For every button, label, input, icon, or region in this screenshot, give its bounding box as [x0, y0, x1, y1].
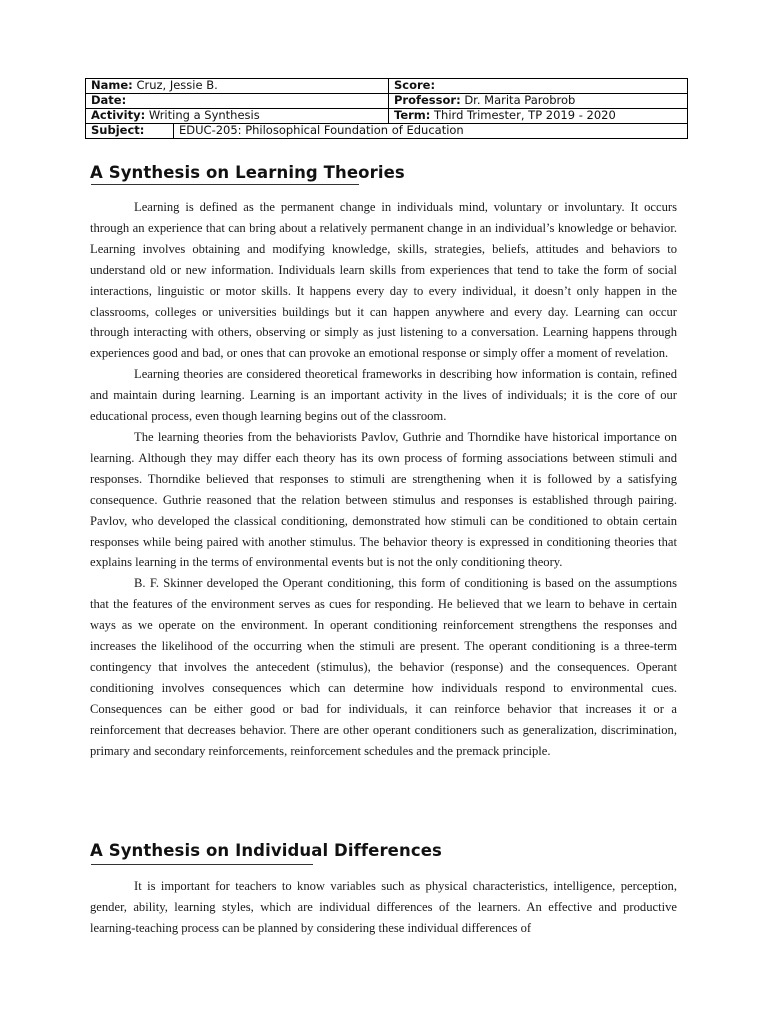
professor-label: Professor:	[394, 94, 461, 107]
info-row-date	[86, 94, 687, 109]
term-value: Third Trimester, TP 2019 - 2020	[434, 109, 616, 122]
date-label: Date:	[91, 94, 127, 107]
paragraph: It is important for teachers to know variables such as physical characteristics, intelligence, perception, gender, ability, learning styles, which are individual differences of the learners. An effective and productive learning-teaching process can be planned by considering these individual differences of	[90, 879, 677, 935]
name-cell	[86, 79, 389, 93]
paragraph: B. F. Skinner developed the Operant conditioning, this form of conditioning is based on the assumptions that the features of the environment serves as cues for responding. He believed that we learn to behave in certain ways as we operate on the environment. In operant conditioning reinforcement strengthens the responses and increases the likelihood of the occurring when the stimuli are present. The operant conditioning is a three-term contingency that involves the antecedent (stimulus), the behavior (response) and the consequences. Operant conditioning involves consequences which can determine how individuals respond to environmental cues. Consequences can be either good or bad for individuals, it can reinforce behavior that increases it or a reinforcement that decreases behavior. There are other operant conditioners such as generalization, discrimination, primary and secondary reinforcements, reinforcement schedules and the premack principle.	[90, 576, 677, 758]
score-cell	[389, 79, 687, 93]
paragraph: Learning is defined as the permanent change in individuals mind, voluntary or involuntary. It occurs through an experience that can bring about a relatively permanent change in an individual’s knowledge or behavior. Learning involves obtaining and modifying knowledge, skills, strategies, beliefs, attitudes and behaviors to understand old or new information. Individuals learn skills from experiences that tend to take the form of social interactions, linguistic or motor skills. It happens every day to every individual, it doesn’t only happen in the classrooms, colleges or universities buildings but it can happen anywhere and every day. Learning can occur through interacting with others, observing or simply as just listening to a conversation. Learning happens through experiences good and bad, or ones that can provoke an emotional response or simply offer a moment of revelation.	[90, 200, 677, 361]
name-value: Cruz, Jessie B.	[136, 79, 218, 92]
section-body-individual-differences	[90, 876, 677, 939]
activity-cell	[86, 109, 389, 123]
paragraph: The learning theories from the behaviorists Pavlov, Guthrie and Thorndike have historical importance on learning. Although they may differ each theory has its own process of forming associations between stimuli and responses. Thorndike believed that responses to stimuli are strengthening when it is followed by a satisfying consequence. Guthrie reasoned that the relation between stimulus and responses is established through pairing. Pavlov, who developed the classical conditioning, demonstrated how stimuli can be conditioned to obtain certain responses while being paired with another stimulus. The behavior theory is expressed in conditioning theories that explains learning in the terms of environmental events but is not the only conditioning theory.	[90, 429, 677, 570]
term-label: Term:	[394, 109, 431, 122]
name-label: Name:	[91, 79, 133, 92]
heading-underline	[91, 864, 313, 865]
activity-value: Writing a Synthesis	[148, 109, 260, 122]
subject-value: EDUC-205: Philosophical Foundation of Education	[179, 124, 464, 137]
subject-label: Subject:	[91, 124, 145, 137]
professor-cell	[389, 94, 687, 108]
activity-label: Activity:	[91, 109, 146, 122]
subject-value-cell	[174, 124, 687, 138]
info-row-activity	[86, 109, 687, 124]
paragraph: Learning theories are considered theoretical frameworks in describing how information is contain, refined and maintain during learning. Learning is an important activity in the lives of individuals; it is the core of our educational process, even though learning begins out of the classroom.	[90, 367, 677, 424]
section-heading-individual-differences: A Synthesis on Individual Differences	[90, 841, 442, 860]
section-heading-learning-theories: A Synthesis on Learning Theories	[90, 163, 405, 182]
student-info-table	[85, 78, 688, 139]
section-body-learning-theories	[90, 197, 677, 761]
date-cell	[86, 94, 389, 108]
subject-label-cell	[86, 124, 174, 138]
heading-underline	[91, 184, 359, 185]
info-row-subject	[86, 124, 687, 138]
info-row-name	[86, 79, 687, 94]
term-cell	[389, 109, 687, 123]
professor-value: Dr. Marita Parobrob	[464, 94, 576, 107]
score-label: Score:	[394, 79, 436, 92]
